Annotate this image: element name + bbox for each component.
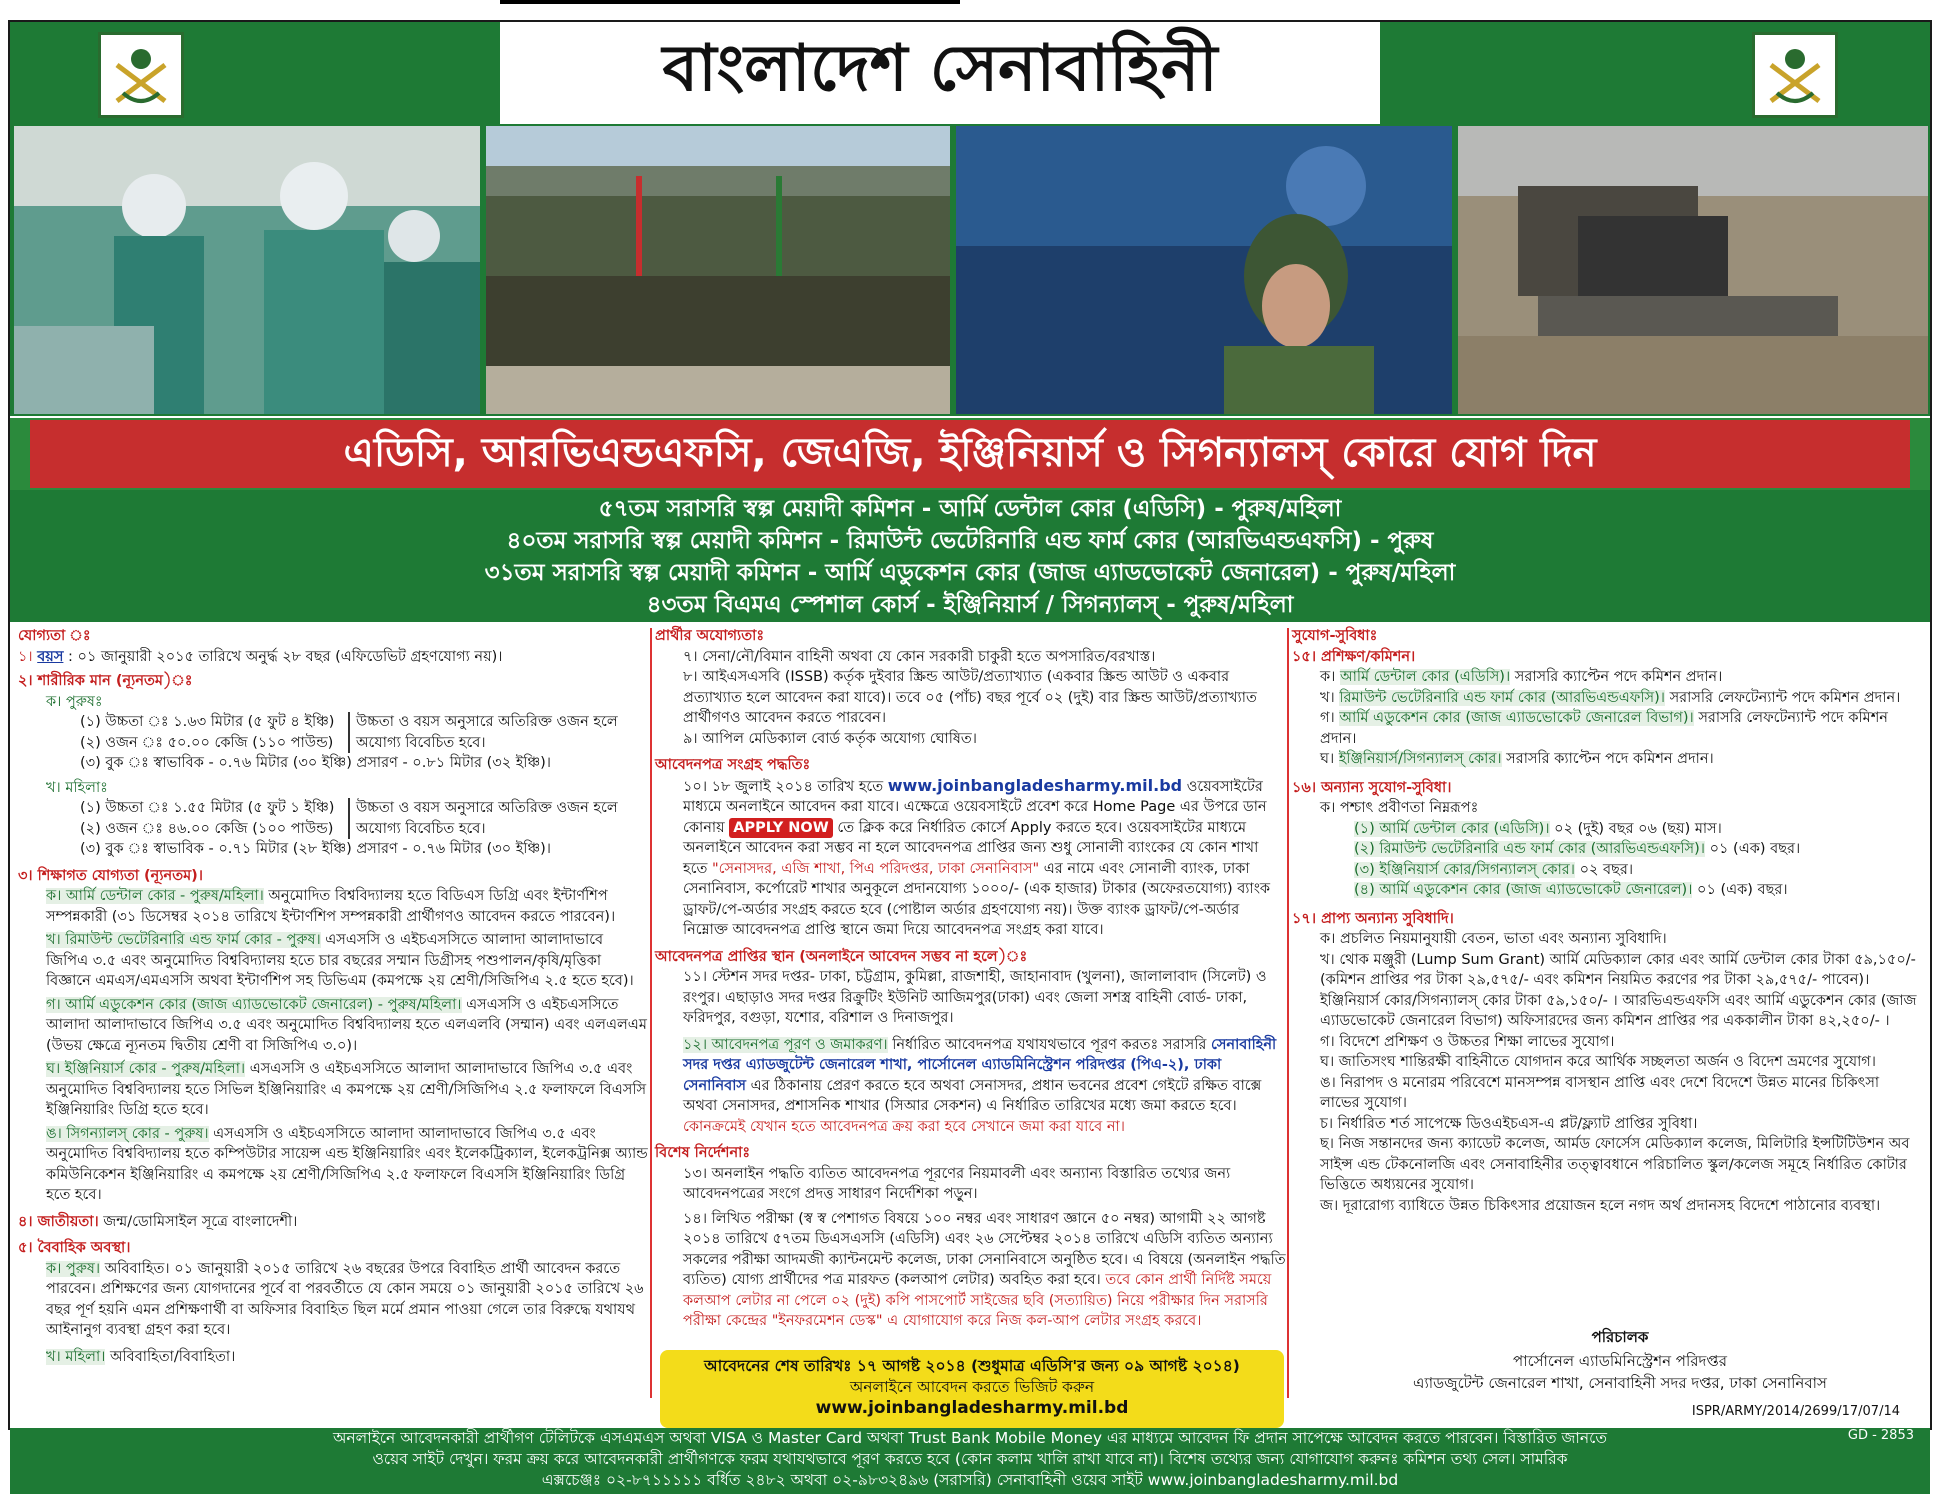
edu-signals-text: এসএসসি ও এইচএসসিতে আলাদা আলাদাভাবে জিপিএ ৩.৫ এবং অনুমোদিত বিশ্ববিদ্যালয় হতে কম্পিউটার সায়েন্স এন্ড ইঞ্জিনিয়ারিং এবং ইলেকট্রিক্যাল, ইলেকট্রনিক্স অ্যান্ড কমিউনিকেশন ইঞ্জিনিয়ারিং এ কমপক্ষে ২য় শ্রেণী/সিজিপিএ ২.৫ ফলাফলে বিএসসি ইঞ্জিনিয়ারিং ডিগ্রি হতে হবে। (46, 1125, 648, 1203)
ispr-code: ISPR/ARMY/2014/2699/17/07/14 (1691, 1404, 1900, 1419)
title-box (500, 22, 1380, 124)
gd-code: GD - 2853 (1847, 1428, 1914, 1443)
facilities-heading: ১৭। প্রাপ্য অন্যান্য সুবিধাদি। (1292, 910, 1454, 927)
edu-engineers-text: এসএসসি ও এইচএসসিতে আলাদা আলাদাভাবে জিপিএ ৩.৫ এবং অনুমোদিত বিশ্ববিদ্যালয় হতে সিভিল ইঞ্জিনিয়ারিং এ কমপক্ষে ২য় শ্রেণী/সিজিপিএ ২.৫ ফলাফলে বিএসসি ইঞ্জিনিয়ারিং ডিগ্রি হতে হবে। (46, 1061, 647, 1118)
deadline-visit-text: অনলাইনে আবেদন করতে ভিজিট করুন (849, 1378, 1095, 1396)
nationality-heading: ৪। জাতীয়তা। (18, 1213, 99, 1230)
female-weight: (২) ওজন ঃ ৪৬.০০ কেজি (১০০ পাউন্ড) (80, 820, 334, 837)
submission-12-start: নির্ধারিত আবেদনপত্র যথাযথভাবে পূরণ করতঃ সরাসরি (892, 1036, 1207, 1053)
commission-engineers-text: সরাসরি ক্যাপ্টেন পদে কমিশন প্রদান। (1506, 751, 1714, 767)
collection-10-cont: তে ক্লিক করে নির্ধারিত কোর্সে Apply করতে হবে। ওয়েবসাইটের মাধ্যমে অনলাইনে আবেদন করা সম্ভব না হলে আবেদনপত্র প্রাপ্তির জন্য শুধু সোনালী ব্যাংকের যে কোন শাখা হতে (683, 819, 1259, 877)
footer (10, 1428, 1930, 1494)
edu-rvfc (18, 930, 648, 992)
army-emblem-right-icon (1752, 32, 1838, 118)
male-height: (১) উচ্চতা ঃ ১.৬৩ মিটার (৫ ফুট ৪ ইঞ্চি) (80, 714, 335, 730)
commission-adc-label: আর্মি ডেন্টাল কোর (এডিসি)। (1339, 669, 1511, 685)
edu-engineers-label: ঘ। ইঞ্জিনিয়ার্স কোর - পুরুষ/মহিলা। (46, 1061, 246, 1077)
edu-dental-label: ক। আর্মি ডেন্টাল কোর - পুরুষ/মহিলা। (46, 888, 264, 904)
submission-address: সেনাবাহিনী সদর দপ্তর এ্যাডজুটেন্ট জেনারেল শাখা, পার্সোনেল এ্যাডমিনিস্ট্রেশন পরিদপ্তর (পিএ-২), ঢাকা সেনানিবাস (683, 1036, 1277, 1094)
column-divider-2 (1287, 628, 1289, 1398)
edu-jag (18, 995, 648, 1057)
submission-12-mid: এর ঠিকানায় প্রেরণ করতে হবে অথবা সেনাসদর, প্রধান ভবনের প্রবেশ গেইটে রক্ষিত বাক্সে অথবা সেনাসদর, প্রশাসনিক শাখার (সিআর সেকশন) এ নির্ধারিত তারিখের মধ্যে জমা করতে হবে। (683, 1077, 1262, 1114)
submission-12-label: ১২। আবেদনপত্র পূরণ ও জমাকরণ। (683, 1036, 888, 1053)
submission-12 (655, 1035, 1287, 1138)
marital-male-label: ক। পুরুষ। (46, 1260, 101, 1277)
edu-dental (18, 886, 648, 927)
marital-female (18, 1347, 648, 1368)
age-item (18, 647, 648, 668)
facility-chha: ছ। নিজ সন্তানদের জন্য ক্যাডেট কলেজ, আর্মড ফোর্সেস মেডিক্যাল কলেজ, মিলিটারি ইন্সটিটিউশন অব সাইন্স এন্ড টেকনোলজি এবং সেনাবাহিনীর তত্ত্বাবধানে পরিচালিত স্কুল/কলেজ সমূহে নির্ধারিত কোটার ভিত্তিতে অধ্যয়নের সুযোগ। (1320, 1136, 1910, 1193)
edu-signals-label: ঙ। সিগন্যালস্‌ কোর - পুরুষ। (46, 1125, 209, 1142)
commission-adc-num: ক। (1320, 669, 1336, 685)
collection-10 (655, 776, 1287, 941)
marital-male (18, 1259, 648, 1341)
collection-10-mid: ওয়েবসাইটের মাধ্যমে অনলাইনে আবেদন করা যাবে। এক্ষেত্রে ওয়েবসাইটে প্রবেশ করে Home Page এর উপরে ডান কোনায় (683, 778, 1267, 836)
male-weight: (২) ওজন ঃ ৫০.০০ কেজি (১১০ পাউন্ড) (80, 734, 334, 751)
column-application (655, 626, 1287, 1332)
army-emblem-left-icon (98, 32, 184, 118)
course-line-2: ৪০তম সরাসরি স্বল্প মেয়াদী কমিশন - রিমাউন্ট ভেটেরিনারি এন্ড ফার্ম কোর (আরভিএন্ডএফসি) - পুরুষ (506, 528, 1434, 554)
special-14-warning: তবে কোন প্রার্থী নির্দিষ্ট সময়ে কলআপ লেটার না পেলে ০২ (দুই) কপি পাসপোর্ট সাইজের ছবি (সত্যায়িত) নিয়ে পরীক্ষার দিন সরাসরি পরীক্ষা কেন্দ্রের "ইনফরমেশন ডেস্ক" এ যোগাযোগ করে নিজ কল-আপ লেটার সংগ্রহ করবে। (683, 1272, 1272, 1329)
marital-heading: ৫। বৈবাহিক অবস্থা। (18, 1240, 131, 1256)
disq-7: ৭। সেনা/নৌ/বিমান বাহিনী অথবা যে কোন সরকারী চাকুরী হতে অপসারিত/বরখাস্ত। (683, 648, 1156, 665)
special-heading: বিশেষ নির্দেশনাঃ (655, 1145, 751, 1161)
commission-jag-text: সরাসরি লেফটেন্যান্ট পদে কমিশন প্রদান। (1320, 710, 1888, 747)
edu-rvfc-label: খ। রিমাউন্ট ভেটেরিনারি এন্ড ফার্ম কোর - পুরুষ। (46, 932, 321, 948)
signature-title: পরিচালক (1591, 1328, 1649, 1346)
facility-cha: চ। নির্ধারিত শর্ত সাপেক্ষে ডিওএইচএস-এ প্লট/ফ্ল্যাট প্রাপ্তির সুবিধা। (1320, 1115, 1698, 1132)
collection-heading: আবেদনপত্র সংগ্রহ পদ্ধতিঃ (655, 757, 811, 773)
commission-jag-num: গ। (1320, 710, 1335, 726)
commission-engineers-num: ঘ। (1320, 751, 1335, 767)
commission-adc (1292, 667, 1922, 688)
facility-gha: ঘ। জাতিসংঘ শান্তিরক্ষী বাহিনীতে যোগদান করে আর্থিক সচ্ছলতা অর্জন ও বিদেশ ভ্রমণের সুযোগ। (1320, 1054, 1876, 1070)
deadline-box (660, 1350, 1284, 1428)
seniority-heading: ক। পশ্চাৎ প্রবীণতা নিম্নরূপঃ (1320, 800, 1479, 816)
facility-ga: গ। বিদেশে প্রশিক্ষণ ও উচ্চতর শিক্ষা লাভের সুযোগ। (1320, 1033, 1615, 1050)
special-14 (655, 1209, 1287, 1332)
special-14-text: ১৪। লিখিত পরীক্ষা (স্ব স্ব পেশাগত বিষয়ে ১০০ নম্বর এবং সাধারণ জ্ঞানে ৫০ নম্বর) আগামী ২২ আগষ্ট ২০১৪ তারিখে ৫৭তম ডিএসএসসি (এডিসি) এবং ২৬ সেপ্টেম্বর ২০১৪ তারিখে এডিসি ব্যতিত অন্যান্য সকলের পরীক্ষা আদমজী ক্যান্টনমেন্ট কলেজ, ঢাকা সেনানিবাসে অনুষ্ঠিত হবে। এ বিষয়ে (অনলাইন পদ্ধতি ব্যতিত) যোগ্য প্রার্থীদের পত্র মারফত (কলআপ লেটার) অবহিত করা হবে। (683, 1210, 1286, 1288)
female-heading: খ। মহিলাঃ (46, 779, 108, 796)
course-line-3: ৩১তম সরাসরি স্বল্প মেয়াদী কমিশন - আর্মি এডুকেশন কোর (জাজ এ্যাডভোকেট জেনারেল) - পুরুষ/মহিলা (484, 560, 1456, 586)
submission-warning: কোনক্রমেই যেখান হতে আবেদনপত্র ক্রয় করা হবে সেখানে জমা করা যাবে না। (683, 1118, 1125, 1135)
commission-rvfc-label: রিমাউন্ট ভেটেরিনারি এন্ড ফার্ম কোর (আরভিএন্ডএফসি)। (1339, 689, 1665, 706)
signature-line-1: পার্সোনেল এ্যাডমিনিস্ট্রেশন পরিদপ্তর (1513, 1352, 1727, 1370)
education-heading: ৩। শিক্ষাগত যোগ্যতা (ন্যূনতম)। (18, 867, 203, 884)
collection-10-end: এর নামে এবং সোনালী ব্যাংক, ঢাকা সেনানিবাস, কর্পোরেট শাখার অনুকূলে প্রদানযোগ্য ১০০০/- (এক হাজার) টাকার (অফেরতযোগ্য) ব্যাংক ড্রাফট/পে-অর্ডার সংগ্রহ করতে হবে (পোষ্টাল অর্ডার গ্রহণযোগ্য নয়)। উক্ত ব্যাংক ড্রাফট/পে-অর্ডার নিম্নোক্ত আবেদনপত্র প্রাপ্তি স্থানে জমা দিয়ে আবেদনপত্র সংগ্রহ করা যাবে। (683, 860, 1271, 938)
female-height: (১) উচ্চতা ঃ ১.৫৫ মিটার (৫ ফুট ১ ইঞ্চি) (80, 800, 335, 816)
facility-ka: ক। প্রচলিত নিয়মানুযায়ী বেতন, ভাতা এবং অন্যান্য সুবিধাদি। (1320, 931, 1667, 947)
bank-draft-payee: "সেনাসদর, এজি শাখা, পিএ পরিদপ্তর, ঢাকা সেনানিবাস" (711, 860, 1040, 877)
photo-surgeons (14, 126, 480, 414)
age-label: বয়স (37, 648, 64, 665)
commission-rvfc-num: খ। (1320, 689, 1335, 706)
training-heading: ১৫। প্রশিক্ষণ/কমিশন। (1292, 648, 1416, 665)
benefits-heading: সুযোগ-সুবিধাঃ (1292, 628, 1378, 644)
female-weight-note: উচ্চতা ও বয়স অনুসারে অতিরিক্ত ওজন হলে অযোগ্য বিবেচিত হবে। (348, 798, 646, 839)
edu-jag-label: গ। আর্মি এডুকেশন কোর (জাজ এ্যাডভোকেট জেনারেল) - পুরুষ/মহিলা। (46, 996, 462, 1013)
seniority-3 (1292, 860, 1922, 881)
deadline-text: আবেদনের শেষ তারিখঃ ১৭ আগষ্ট ২০১৪ (শুধুমাত্র এডিসি'র জন্য ০৯ আগষ্ট ২০১৪) (704, 1357, 1240, 1375)
seniority-2 (1292, 839, 1922, 860)
marital-female-text: অবিবাহিতা/বিবাহিতা। (109, 1348, 236, 1365)
edu-jag-text: এসএসসি ও এইচএসসিতে আলাদা আলাদাভাবে জিপিএ ৩.৫ এবং অনুমোদিত বিশ্ববিদ্যালয় হতে এলএলবি (সম্মান) এবং এলএলএম (উভয় ক্ষেত্রে ন্যূনতম দ্বিতীয় শ্রেণী বা সিজিপিএ ৩.০)। (46, 996, 647, 1054)
course-line-4: ৪৩তম বিএমএ স্পেশাল কোর্স - ইঞ্জিনিয়ার্স / সিগন্যালস্‌ - পুরুষ/মহিলা (646, 592, 1294, 618)
male-chest: (৩) বুক ঃ স্বাভাবিক - ০.৭৬ মিটার (৩০ ইঞ্চি) প্রসারণ - ০.৮১ মিটার (৩২ ইঞ্চি)। (80, 755, 551, 771)
commission-engineers-label: ইঞ্জিনিয়ার্স/সিগন্যালস্‌ কোর। (1338, 751, 1502, 767)
commission-jag-label: আর্মি এডুকেশন কোর (জাজ এ্যাডভোকেট জেনারেল বিভাগ)। (1339, 710, 1694, 726)
male-height-weight (18, 712, 648, 753)
photo-parade (486, 126, 950, 414)
commission-rvfc (1292, 688, 1922, 709)
qualification-heading: যোগ্যতা ঃ (18, 628, 91, 644)
physical-heading: ২। শারীরিক মান (ন্যূনতম)ঃ (18, 673, 193, 689)
apply-now-button[interactable]: APPLY NOW (729, 818, 832, 839)
column-divider-1 (650, 628, 652, 1398)
photo-bulldozer (1458, 126, 1928, 414)
website-link[interactable]: www.joinbangladesharmy.mil.bd (887, 775, 1183, 795)
seniority-3-value: ০২ বছর। (1579, 861, 1634, 878)
seniority-3-label: (৩) ইঞ্জিনিয়ার্স কোর/সিগন্যালস্‌ কোর। (1354, 861, 1575, 878)
signature-line-2: এ্যাডজুটেন্ট জেনারেল শাখা, সেনাবাহিনী সদর দপ্তর, ঢাকা সেনানিবাস (1413, 1374, 1827, 1392)
banner (30, 420, 1910, 488)
seniority-1-value: ০২ (দুই) বছর ০৬ (ছয়) মাস। (1554, 820, 1722, 837)
female-chest: (৩) বুক ঃ স্বাভাবিক - ০.৭১ মিটার (২৮ ইঞ্চি) প্রসারণ - ০.৭৬ মিটার (৩০ ইঞ্চি)। (80, 841, 551, 857)
deadline-website-link[interactable]: www.joinbangladesharmy.mil.bd (815, 1398, 1129, 1418)
column-eligibility (18, 626, 648, 1367)
seniority-2-value: ০১ (এক) বছর। (1709, 841, 1801, 857)
seniority-4-value: ০১ (এক) বছর। (1697, 882, 1788, 898)
nationality-item (18, 1212, 648, 1233)
seniority-1 (1292, 819, 1922, 840)
male-weight-note: উচ্চতা ও বয়স অনুসারে অতিরিক্ত ওজন হলে অযোগ্য বিবেচিত হবে। (348, 712, 646, 753)
disqualification-heading: প্রার্থীর অযোগ্যতাঃ (655, 628, 765, 644)
age-number: ১। (18, 648, 33, 665)
column-benefits (1292, 626, 1922, 1216)
footer-line-3: এক্সচেঞ্জঃ ০২-৮৭১১১১১ বর্ধিত ২৪৮২ অথবা ০২-৯৮৩২৪৯৬ (সরাসরি) সেনাবাহিনী ওয়েব সাইট www.joinbangladesharmy.mil.bd (541, 1471, 1399, 1489)
page-title: বাংলাদেশ সেনাবাহিনী (662, 30, 1218, 106)
top-rule (500, 0, 960, 4)
commission-jag (1292, 708, 1922, 749)
special-13: ১৩। অনলাইন পদ্ধতি ব্যতিত আবেদনপত্র পূরণের নিয়মাবলী এবং অন্যান্য বিস্তারিত তথ্যের জন্য আবেদনপত্রের সংগে প্রদত্ত সাধারণ নির্দেশিকা পড়ুন। (683, 1165, 1231, 1202)
male-heading: ক। পুরুষঃ (46, 693, 103, 710)
facility-ja: জ। দূরারোগ্য ব্যাধিতে উন্নত চিকিৎসার প্রয়োজন হলে নগদ অর্থ প্রদানসহ বিদেশে পাঠানোর ব্যবস্থা। (1320, 1197, 1881, 1214)
edu-signals (18, 1124, 648, 1206)
age-text: : ০১ জানুয়ারী ২০১৫ তারিখে অনুর্দ্ধ ২৮ বছর (এফিডেভিট গ্রহণযোগ্য নয়)। (68, 648, 503, 665)
place-heading: আবেদনপত্র প্রাপ্তির স্থান (অনলাইনে আবেদন সম্ভব না হলে)ঃ (655, 948, 1028, 965)
seniority-1-label: (১) আর্মি ডেন্টাল কোর (এডিসি)। (1354, 820, 1550, 837)
facility-uo: ঙ। নিরাপদ ও মনোরম পরিবেশে মানসম্পন্ন বাসস্থান প্রাপ্তি এবং দেশে বিদেশে উন্নত মানের চিকিৎসা লাভের সুযোগ। (1320, 1074, 1880, 1111)
banner-title: এডিসি, আরভিএন্ডএফসি, জেএজি, ইঞ্জিনিয়ার্স ও সিগন্যালস্‌ কোরে যোগ দিন (343, 429, 1597, 476)
place-11: ১১। স্টেশন সদর দপ্তর- ঢাকা, চট্টগ্রাম, কুমিল্লা, রাজশাহী, জাহানাবাদ (খুলনা), জালালাবাদ (সিলেট) ও রংপুর। এছাড়াও সদর দপ্তর রিক্রুটিং ইউনিট আজিমপুর(ঢাকা) এবং জেলা সশস্ত্র বাহিনী বোর্ড- ঢাকা, ফরিদপুর, বগুড়া, যশোর, বরিশাল ও দিনাজপুর। (683, 969, 1267, 1026)
edu-rvfc-text: এসএসসি ও এইচএসসিতে আলাদা আলাদাভাবে জিপিএ ৩.৫ এবং অনুমোদিত বিশ্ববিদ্যালয় হতে চার বছরের সম্মান ডিগ্রীসহ পশুপালন/কৃষি/মৃত্তিকা বিজ্ঞানে এমএস/এমএসসি অথবা ইন্টার্ণশিপ সহ ডিভিএম (কমপক্ষে ২য় শ্রেণী/সিজিপিএ ২.৫ হতে হবে)। (46, 932, 634, 989)
seniority-2-label: (২) রিমাউন্ট ভেটেরিনারি এন্ড ফার্ম কোর (আরভিএন্ডএফসি)। (1354, 841, 1705, 857)
footer-line-2: ওয়েব সাইট দেখুন। ফরম ক্রয় করে আবেদনকারী প্রার্থীগণকে ফরম যথাযথভাবে পূরণ করতে হবে (কোন কলাম খালি রাখা যাবে না)। বিশেষ তথ্যের জন্য যোগাযোগ করুনঃ কমিশন তথ্য সেল। সামরিক (372, 1450, 1568, 1468)
course-line-1: ৫৭তম সরাসরি স্বল্প মেয়াদী কমিশন - আর্মি ডেন্টাল কোর (এডিসি) - পুরুষ/মহিলা (598, 496, 1342, 522)
collection-10-start: ১০। ১৮ জুলাই ২০১৪ তারিখ হতে (683, 778, 884, 795)
marital-female-label: খ। মহিলা। (46, 1348, 106, 1365)
commission-engineers (1292, 749, 1922, 770)
photo-female-soldier (956, 126, 1452, 414)
facility-kha: খ। থোক মঞ্জুরী (Lump Sum Grant) আর্মি মেডিক্যাল কোর এবং আর্মি ডেন্টাল কোর টাকা ৫৯,১৫০/- (কমিশন প্রাপ্তির পর টাকা ২৯,৫৭৫/- এবং কমিশন নিয়মিত করণের পর টাকা ২৯,৫৭৫/- পাবেন)। ইঞ্জিনিয়ার্স কোর/সিগন্যালস্‌ কোর টাকা ৫৯,১৫০/- । আরভিএন্ডএফসি এবং আর্মি এডুকেশন কোর (জাজ এ্যাডভোকেট জেনারেল বিভাগ) অফিসারদের জন্য কমিশন প্রাপ্তির পর এককালীন টাকা ৪২,২৫০/- । (1320, 951, 1917, 1029)
seniority-4 (1292, 880, 1922, 901)
footer-line-1: অনলাইনে আবেদনকারী প্রার্থীগণ টেলিটকে এসএমএস অথবা VISA ও Master Card অথবা Trust Bank Mobile Money এর মাধ্যমে আবেদন ফি প্রদান সাপেক্ষে আবেদন করতে পারবেন। বিস্তারিত জানতে (333, 1429, 1607, 1447)
edu-dental-text: অনুমোদিত বিশ্ববিদ্যালয় হতে বিডিএস ডিগ্রি এবং ইন্টার্ণশিপ সম্পন্নকারী (৩১ ডিসেম্বর ২০১৪ তারিখে ইন্টার্ণশিপ সম্পন্নকারী প্রার্থীগণও আবেদন করতে পারবেন)। (46, 888, 616, 925)
edu-engineers (18, 1059, 648, 1121)
disq-8: ৮। আইএসএসবি (ISSB) কর্তৃক দুইবার স্ক্রিন্ড আউট/প্রত্যাখ্যাত (একবার স্ক্রিন্ড আউট ও একবার প্রত্যাখ্যাত হলে আবেদন করা যাবে)। তবে ০৫ (পাঁচ) বছর পূর্বে ০২ (দুই) বার স্ক্রিন্ড আউট/প্রত্যাখ্যাত প্রার্থীগণও আবেদন করতে পারবেন। (683, 669, 1257, 726)
marital-male-text: অবিবাহিত। ০১ জানুয়ারী ২০১৫ তারিখে ২৬ বছরের উপরে বিবাহিত প্রার্থী আবেদন করতে পারবেন। প্রশিক্ষণের জন্য যোগদানের পূর্বে বা পরবর্তীতে যে কোন সময়ে ০১ জানুয়ারী ২০১৫ তারিখে ২৬ বছর পূর্ণ হয়নি এমন প্রশিক্ষণার্থী বা অফিসার বিবাহিত ছিল মর্মে প্রমান পাওয়া গেলে তার বিরুদ্ধে যথাযথ আইনানুগ ব্যবস্থা গ্রহণ করা হবে। (46, 1260, 644, 1338)
other-benefits-heading: ১৬। অন্যান্য সুযোগ-সুবিধা। (1292, 779, 1452, 796)
female-height-weight (18, 798, 648, 839)
seniority-4-label: (৪) আর্মি এডুকেশন কোর (জাজ এ্যাডভোকেট জেনারেল)। (1354, 882, 1693, 898)
nationality-text: জন্ম/ডোমিসাইল সূত্রে বাংলাদেশী। (103, 1213, 298, 1230)
commission-adc-text: সরাসরি ক্যাপ্টেন পদে কমিশন প্রদান। (1514, 669, 1723, 685)
commission-rvfc-text: সরাসরি লেফটেন্যান্ট পদে কমিশন প্রদান। (1669, 689, 1901, 706)
disq-9: ৯। আপিল মেডিক্যাল বোর্ড কর্তৃক অযোগ্য ঘোষিত। (683, 730, 977, 747)
